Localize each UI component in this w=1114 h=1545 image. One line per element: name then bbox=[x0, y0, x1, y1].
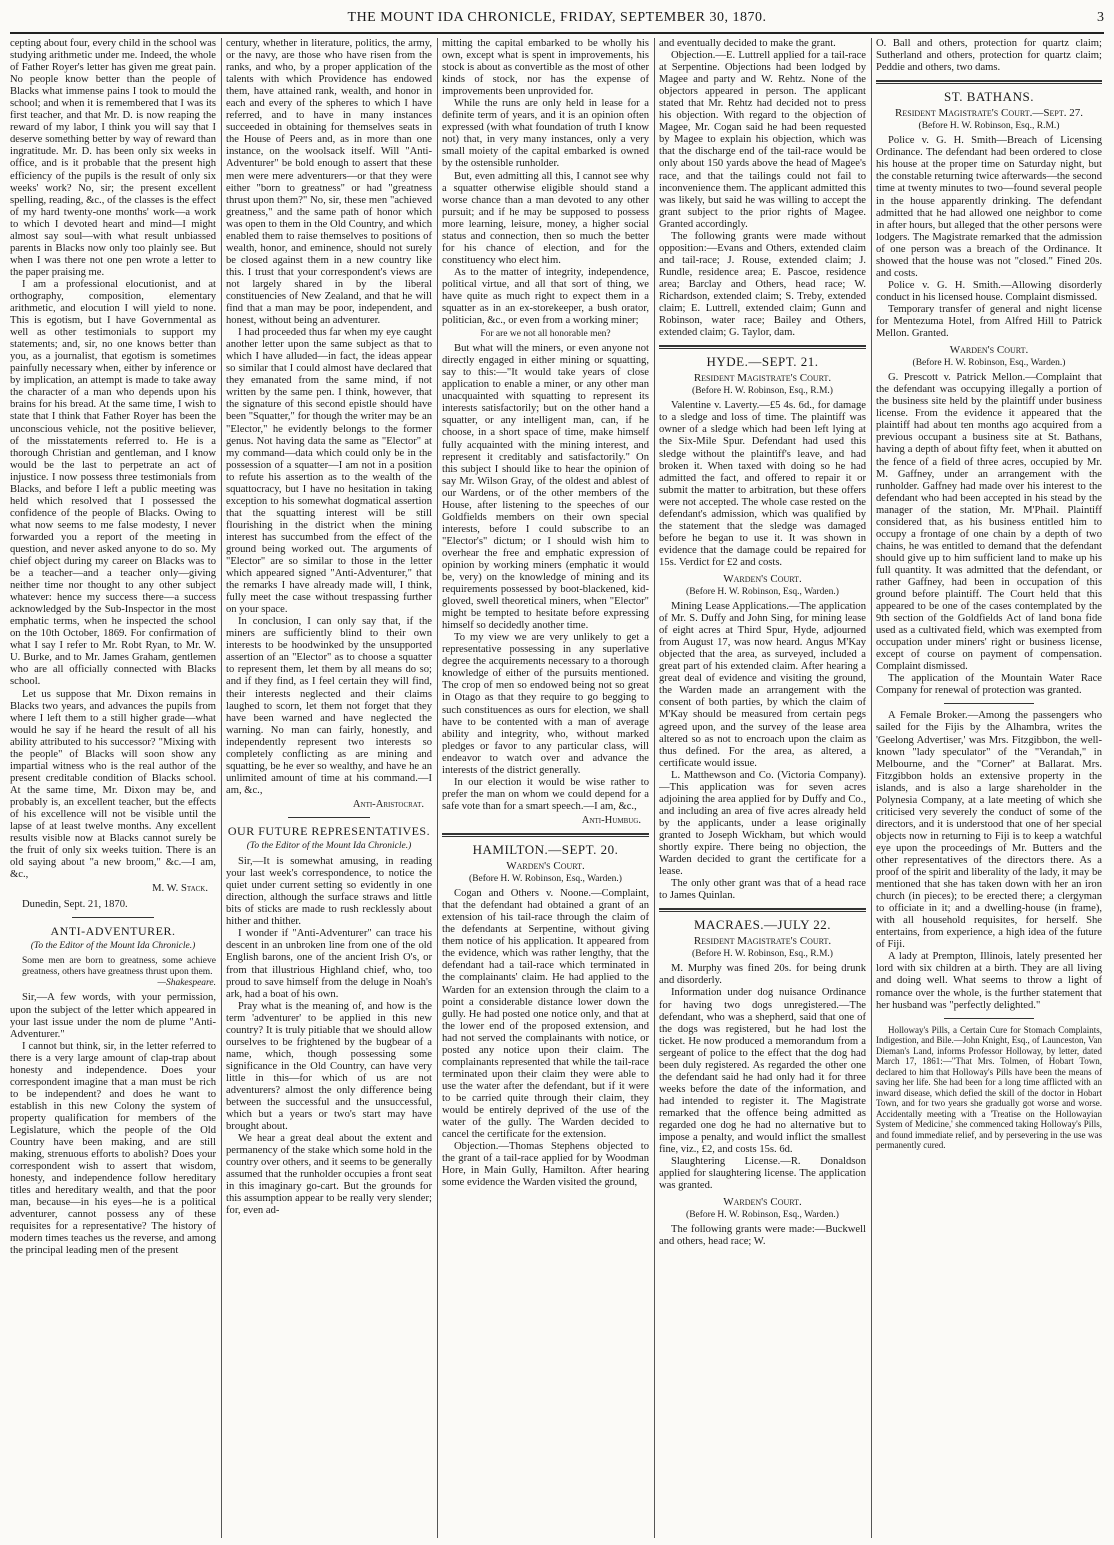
article-paragraph: mitting the capital embarked to be wholly his own, except what is spent in improvements, his stock is about as convertible as the most of other kinds of stock, nor has the expense of improvements been unprovided for. bbox=[442, 38, 649, 98]
epigraph: For are we not all honorable men? bbox=[480, 329, 611, 340]
divider bbox=[659, 908, 866, 912]
article-heading: ANTI-ADVENTURER. bbox=[50, 924, 176, 939]
court-heading: Warden's Court. bbox=[506, 860, 585, 873]
article-paragraph: L. Matthewson and Co. (Victoria Company).—This application was for seven acres adjoining the area applied for by Duffy and Co., and including an area of five acres already held by the applicants, under a lease originally granted to Joseph Wickham, but which would shortly expire. There being no objection, the Warden decided to grant the certificate for a lease. bbox=[659, 769, 866, 878]
article-paragraph: The application of the Mountain Water Race Company for renewal of protection was granted. bbox=[876, 673, 1102, 697]
article-paragraph: As to the matter of integrity, independence, political virtue, and all that sort of thing, we have quite as much right to expect them in a squatter as in an ex-storekeeper, a bush orator, politician, &c., or even from a working miner; bbox=[442, 266, 649, 327]
article-paragraph: M. Murphy was fined 20s. for being drunk and disorderly. bbox=[659, 963, 866, 987]
divider bbox=[288, 817, 370, 818]
article-subheading: (To the Editor of the Mount Ida Chronicle.) bbox=[30, 941, 196, 952]
article-heading: ST. BATHANS. bbox=[944, 89, 1034, 105]
divider bbox=[944, 1018, 1034, 1019]
article-paragraph: and eventually decided to make the grant. bbox=[659, 38, 836, 49]
article-paragraph: Police v. G. H. Smith.—Allowing disorderly conduct in his licensed house. Complaint dismissed. bbox=[876, 279, 1102, 303]
article-paragraph: G. Prescott v. Patrick Mellon.—Complaint that the defendant was occupying illegally a portion of the business site held by the plaintiff under business license. From the evidence it appeared that the plaintiff had about ten months ago acquired from a previous occupant a business site at St. Bathans, having a depth of about fifty feet, when it abutted on the fence of a field of three acres, occupied by Mr. M. Gaffney, under an arrangement with the runholder. Gaffney had made over his interest to the defendant who had been accepted in his stead by the manager of the station, Mr. M'Phail. Plaintiff considered that, as his business entitled him to occupy a frontage of one chain by a depth of two chains, he was entitled to demand that the defendant should give up to him sufficient land to make up his full quantity. It was admitted that the defendant, or rather Gaffney, had been in occupation of this ground before plaintiff. The Court held that this appeared to be one of the cases contemplated by the 9th section of the Goldfields Act of land bona fide used as a cultivated field, which was exempted from occupation under miners' right or business license, except of course on payment of compensation. Complaint dismissed. bbox=[876, 372, 1102, 673]
column-5 bbox=[876, 38, 1102, 1538]
article-paragraph: Sir,—A few words, with your permission, upon the subject of the letter which appeared in your last issue under the nom de plume "Anti-Adventurer." bbox=[10, 992, 216, 1040]
article-heading: HYDE.—SEPT. 21. bbox=[706, 354, 819, 370]
column-4 bbox=[659, 38, 866, 1538]
article-paragraph: Temporary transfer of general and night license for Mentezuma Hotel, from Alfred Hill to Patrick Mellon. Granted. bbox=[876, 303, 1102, 340]
article-paragraph: Valentine v. Laverty.—£5 4s. 6d., for damage to a sledge and loss of time. The plaintiff was owner of a sledge which had been left lying at the Six-Mile Spur. Defendant had used this sledge without the plaintiff's leave, and had broken it. When taxed with doing so he had admitted the fact, and offered to repair it or submit the matter to arbitration, but these offers were not accepted. The whole case rested on the defendant's admission, which was qualified by the statement that the sledge was damaged before he began to use it. It was shown in evidence that the damage could be repaired for 15s. Verdict for £2 and costs. bbox=[659, 400, 866, 568]
article-paragraph: A lady at Prempton, Illinois, lately presented her lord with six children at a birth. They are all living and doing well. What seems to throw a light of romance over the whole, is the further statement that her husband was "perfectly delighted." bbox=[876, 951, 1102, 1011]
dateline: Dunedin, Sept. 21, 1870. bbox=[22, 899, 128, 911]
column-rule bbox=[654, 38, 655, 1538]
article-paragraph: Objection.—Thomas Stephens objected to the grant of a tail-race applied for by Woodman Hore, in Main Gully, Hamilton. After hearing some evidence the Warden visited the ground, bbox=[442, 1141, 649, 1189]
epigraph-text: Some men are born to greatness, some achieve greatness, others have greatness thrust upon them. bbox=[22, 956, 216, 978]
column-2 bbox=[226, 38, 432, 1538]
divider bbox=[944, 703, 1034, 704]
article-paragraph: I cannot but think, sir, in the letter referred to there is a very large amount of clap-trap about honesty and independence. Does your correspondent imagine that a man must be rich to be independent? and does he want to establish in this new Colony the system of property qualification for members of the Legislature, which the people of the Old Country have been making, and are still making, strenuous efforts to abolish? Does your correspondent wish to assert that wisdom, honesty, and independence follow hereditary titles and hereditary wealth, and that the poor man, because—in his eyes—he is a political adventurer, cannot possess any of these requisites for a representative? The history of modern times teaches us the reverse, and among the principal leading men of the present bbox=[10, 1040, 216, 1257]
article-heading: OUR FUTURE REPRESENTATIVES. bbox=[227, 824, 431, 838]
page-number: 3 bbox=[1097, 10, 1104, 25]
epigraph-author: —Shakespeare. bbox=[157, 978, 216, 989]
divider bbox=[659, 345, 866, 349]
article-paragraph: Information under dog nuisance Ordinance for having two dogs unregistered.—The defendant, who was a shepherd, said that one of the dogs was registered, but he had lost the ticket. He now produced a memorandum from a sergeant of police to the effect that the dog had been duly registered. As regarded the other one the defendant said he had only had it for three weeks before the date of the information, and had intended to register it. The Magistrate remarked that the offence being admitted as regarded one dog he had no alternative but to impose a penalty, and would inflict the smallest fine, viz., £2, and costs 15s. 6d. bbox=[659, 987, 866, 1156]
court-heading: Warden's Court. bbox=[949, 344, 1029, 357]
article-paragraph: Cogan and Others v. Noone.—Complaint, that the defendant had obtained a grant of an extension of his tail-race through the claim of the defendants at Serpentine, without giving them notice of his application. It appeared from the evidence, which was rather lengthy, that the defendant had a tail-race which terminated in the complainants' claim. He had applied to the Warden for an extension through the claim to a point a considerable distance lower down the gully. He had posted one notice only, and that at the lower end of the proposed extension, and had not served the complainants with notice, or posted any notice upon their claim. The complainants represented that while the tail-race terminated upon their claim they were able to use the water after the defendant, but if it were to be carried quite through their claim, they would be entirely deprived of the use of the water of the gully. The Warden decided to cancel the certificate for the extension. bbox=[442, 888, 649, 1141]
advertisement: Holloway's Pills, a Certain Cure for Stomach Complaints, Indigestion, and Bile.—John Knight, Esq., of Launceston, Van Dieman's Land, informs Professor Holloway, by letter, dated March 17, 1861:—"That Mrs. Tolmen, of Hobart Town, declared to him that Holloway's Pills have been the means of saving her life. She had been for a long time afflicted with an inward disease, which defied the skill of the doctor in Hobart Town, and for two years she gradually got worse and worse. Accidentally meeting with a 'Treatise on the Hollowayian System of Medicine,' she commenced taking Holloway's Pills, and found immediate relief, and by persevering in the use was permanently cured. bbox=[876, 1024, 1102, 1151]
article-heading: HAMILTON.—SEPT. 20. bbox=[472, 842, 619, 857]
article-paragraph: But, even admitting all this, I cannot see why a squatter otherwise eligible should stand a worse chance than a man devoted to any other pursuit; and if he may be supposed to possess more learning, leisure, money, a higher social status and connection, then so much the better for his chance of election, and for the constituency who elect him. bbox=[442, 170, 649, 266]
article-heading: MACRAES.—JULY 22. bbox=[693, 917, 832, 933]
article-paragraph: O. Ball and others, protection for quartz claim; Sutherland and others, protection for quartz claim; Peddie and others, two dams. bbox=[876, 38, 1102, 74]
article-paragraph: While the runs are only held in lease for a definite term of years, and it is an opinion often expressed (with what foundation of truth I know not) that, in very many instances, only a very small moiety of the capital embarked is owned by the ostensible runholder. bbox=[442, 98, 649, 170]
article-paragraph: Slaughtering License.—R. Donaldson applied for slaughtering license. The application was granted. bbox=[659, 1156, 866, 1192]
divider bbox=[72, 917, 154, 918]
court-heading: Warden's Court. bbox=[723, 1196, 802, 1209]
court-before: (Before H. W. Robinson, Esq., Warden.) bbox=[686, 1210, 839, 1221]
court-heading: Warden's Court. bbox=[723, 572, 802, 585]
article-paragraph: Mining Lease Applications.—The application of Mr. S. Duffy and John Sing, for mining lease of eight acres at Third Spur, Hyde, adjourned from August 17, was now heard. Angus M'Kay objected that the area, as surveyed, included a great part of his extended claim. After hearing a great deal of evidence and visiting the ground, the Warden made an arrangement with the consent of both parties, by which the claim of M'Kay should be measured from certain pegs agreed upon, and the survey of the lease area altered so as not to encroach upon the claim as thus defined. For the area, as altered, a certificate would issue. bbox=[659, 601, 866, 769]
article-paragraph: I am a professional elocutionist, and at orthography, composition, elementary arithmetic, and elocution I will yield to none. This is egotism, but I have Governmental as well as other testimonials to support my statements; and, sir, no one knows better than you, as a journalist, that egotism is sometimes painfully necessary when, either by inference or by implication, an attempt is made to take away the character of a man who depends upon his brains for his bread. At the same time, I wish to state that I think that Father Royer has been the unconscious vehicle, not the positive believer, of the misstatements referred to. He is a thorough Christian and gentleman, and I know would be the last to perpetrate an act of injustice. I now possess three testimonials from Blacks, and before I left a public meeting was held which resolved that I possessed the confidence of the people of Blacks. Owing to what now seems to me false modesty, I never forwarded you a report of the meeting in question, and never asked anyone to do so. My chief object during my career on Blacks was to be a teacher—and a teacher only—giving neither time nor thought to any other subject whatever: hence my success there—a success acknowledged by the Sub-Inspector in the most emphatic terms, when he inspected the school on the 10th October, 1869. For confirmation of what I say I refer to Mr. Robt Ryan, to Mr. W. U. Burke, and to Mr. James Graham, gentlemen who are all officially connected with Blacks school. bbox=[10, 278, 216, 688]
column-rule bbox=[871, 38, 872, 1538]
court-heading: Resident Magistrate's Court.—Sept. 27. bbox=[895, 107, 1083, 120]
article-paragraph: Let us suppose that Mr. Dixon remains in Blacks two years, and advances the pupils from where I left them to a still higher grade—what would he say if he heard the result of all his ability attributed to his successor? "Mixing with the people" of Blacks will soon show any impartial witness who is the real author of the present creditable condition of Blacks school. At the same time, Mr. Dixon may be, and probably is, an excellent teacher, but the effects of his excellence will not be visible until the lapse of at least twelve months. Any excellent results visible now at Blacks cannot surely be the fruit of only six weeks tuition. There is an old saying about "a new broom," &c.—I am, &c., bbox=[10, 688, 216, 881]
article-paragraph: century, whether in literature, politics, the army, or the navy, are those who have risen from the ranks, and who, by a proper application of the talents with which Providence has endowed them, have attained rank, wealth, and honor in each and every of the spheres to which I have referred, and to have in many instances succeeded in obtaining for themselves seats in the House of Peers and, as in more than one instance, on the woolsack itself. Will "Anti-Adventurer" be bold enough to assert that these men were mere adventurers—or that they were either "born to greatness" or had "greatness thrust upon them?" No, sir, these men "achieved greatness," and the same path of honor which was open to them in the Old Country, and which enabled them to raise themselves to positions of wealth, honor, and eminence, should not surely be closed against them in a new country like this. I trust that your correspondent's views are not largely shared in by the liberal constituencies of New Zealand, and that he will find that a man may be poor, independent, and honest, without being an adventurer. bbox=[226, 38, 432, 327]
court-before: (Before H. W. Robinson, Esq., Warden.) bbox=[686, 587, 839, 598]
column-3 bbox=[442, 38, 649, 1538]
article-paragraph: Police v. G. H. Smith—Breach of Licensing Ordinance. The defendant had been ordered to close his house at the proper time on Saturday night, but the constable returning twice afterwards—the second time at twenty minutes to two—found several people in the house apparently drinking. The defendant admitted that he had allowed one neighbor to come in after hours, but alleged that the other persons were lodgers. The Magistrate remarked that the admission of one person was a breach of the Ordinance. It showed that the house was not "closed." Fined 20s. and costs. bbox=[876, 135, 1102, 279]
article-paragraph: A Female Broker.—Among the passengers who sailed for the Fijis by the Alhambra, writes the 'Geelong Advertiser,' was Mrs. Fitzgibbon, the well-known "lady speculator" of the "Verandah," in Melbourne, and the "Corner" at Ballarat. Mrs. Fitzgibbon holds an extensive property in the islands, and is also a large shareholder in the Polynesia Company, at a late meeting of which she criticised very severely the conduct of some of the directors, and it is understood that one of her special objects now in returning to Fiji is to keep a watchful eye upon the proceedings of Mr. Butters and the other representatives of the directors there. As a proof of the spirit and liberality of the lady, it may be mentioned that she has taken down with her an iron church (in pieces); to be erected there; a clergyman to officiate in it; and a dwelling-house (in frame), with all household requisites, for herself. She entertains, from experience, a high idea of the future of Fiji. bbox=[876, 710, 1102, 951]
court-before: (Before H. W. Robinson, Esq., Warden.) bbox=[912, 358, 1066, 369]
divider bbox=[442, 833, 649, 837]
column-rule bbox=[221, 38, 222, 1538]
signature: M. W. Stack. bbox=[152, 883, 208, 895]
masthead bbox=[10, 6, 1104, 34]
article-paragraph: In conclusion, I can only say that, if the miners are sufficiently blind to their own interests to be hoodwinked by the unsupported assertion of an "Elector" as to choose a squatter to represent them, let them by all means do so; and if they find, as I feel certain they will find, their interests neglected and their claims laughed to scorn, let them not forget that they have been warned and have neglected the warning. No man can fairly, honestly, and independently represent two interests so completely conflicting as are mining and squatting, be he ever so wealthy, and have he an unlimited amount of time at his command.—I am, &c., bbox=[226, 616, 432, 796]
article-paragraph: I had proceeded thus far when my eye caught another letter upon the same subject as that to which I have alluded—in fact, the ideas appear so similar that I could almost have declared that they emanated from the same mind, if not written by the same pen. I think, however, that the signature of this second epistle should have been "Squatter," for though the writer may be an "Elector," he evidently belongs to the former genus. Not having data the same as "Elector" at my command—data which could only be in the possession of a squatter—I am not in a position to refute his assertion as to the wealth of the squattocracy, but I have no hesitation in taking exception to his somewhat dogmatical assertion that the squatting interest will be still flourishing in the district when the mining interest has succumbed from the effect of the ground being worked out. The arguments of "Elector" are so similar to those in the letter which appeared signed "Anti-Adventurer," that the remarks I have already made will, I think, fully meet the case without trespassing further on your space. bbox=[226, 327, 432, 616]
article-paragraph: cepting about four, every child in the school was studying arithmetic under me. Indeed, the whole of Father Royer's letter has given me great pain. No people know better than the people of Blacks what immense pains I took to mould the school; and when it is remembered that I was its first teacher, and that Mr. D. is now reaping the reward of my labor, I think you will say that I deserve something better by way of reward than ingratitude. Mr. D. has been only six weeks in office, and is it probable that the present high efficiency of the pupils is the result of only six weeks' work? No, sir; the present excellent spelling, reading, &c., of the classes is the effect of my hard twenty-one months' work—a work to which I devoted heart and mind—I might almost say soul—with what result unbiassed parents in Blacks now only too plainly see. But when I was there not one pen wrote a letter to the paper praising me. bbox=[10, 38, 216, 278]
article-paragraph: The following grants were made without opposition:—Evans and Others, extended claim and tail-race; J. Rouse, extended claim; J. Rundle, residence area; E. Pascoe, residence area; Barclay and Others, head race; W. Richardson, extended claim; S. Treby, extended claim; E. Luttrell, extended claim; Gunn and Robinson, water race; Bailey and Others, extended claim; G. Taylor, dam. bbox=[659, 230, 866, 339]
court-before: (Before H. W. Robinson, Esq., R.M.) bbox=[692, 386, 833, 397]
article-subheading: (To the Editor of the Mount Ida Chronicle.) bbox=[246, 841, 412, 852]
article-paragraph: Pray what is the meaning of, and how is the term 'adventurer' to be applied in this new country? It is truly pitiable that we should allow ourselves to be frightened by the bugbear of a name, which, though possessing some significance in the Old Country, can have very little in this—for which of us are not adventurers? almost the only difference being between the successful and the unsuccessful, which but a years or two's start may have brought about. bbox=[226, 1000, 432, 1133]
court-before: (Before H. W. Robinson, Esq., Warden.) bbox=[469, 874, 622, 885]
epigraph bbox=[22, 956, 216, 989]
article-paragraph: I wonder if "Anti-Adventurer" can trace his descent in an unbroken line from one of the old English barons, one of the ancient Irish O's, or from that illustrious Highland chief, who, too proud to save himself from the deluge in Noah's ark, had a boat of his own. bbox=[226, 928, 432, 1000]
article-paragraph: To my view we are very unlikely to get a representative possessing in any superlative degree the acquirements necessary to a thorough knowledge of either of the pursuits mentioned. The crop of men so endowed being not so great in Otago as that they require to go begging to such constituences as ours for election, we shall have to be contented with a man of average ability and integrity, who, without marked pledges or favor to any particular class, will endeavor to watch over and advance the interests of the district generally. bbox=[442, 632, 649, 776]
article-paragraph: In our election it would be wise rather to prefer the man on whom we could depend for a safe vote than for a smart speech.—I am, &c., bbox=[442, 776, 649, 812]
divider bbox=[876, 80, 1102, 84]
masthead-title: THE MOUNT IDA CHRONICLE, FRIDAY, SEPTEMBER 30, 1870. bbox=[347, 10, 767, 25]
signature: Anti-Humbug. bbox=[581, 814, 641, 826]
article-paragraph: The only other grant was that of a head race to James Quinlan. bbox=[659, 878, 866, 902]
column-1 bbox=[10, 38, 216, 1538]
court-heading: Resident Magistrate's Court. bbox=[693, 372, 832, 385]
article-paragraph: The following grants were made:—Buckwell and others, head race; W. bbox=[659, 1224, 866, 1248]
court-heading: Resident Magistrate's Court. bbox=[693, 935, 832, 948]
article-paragraph: Objection.—E. Luttrell applied for a tail-race at Serpentine. Objections had been lodged by Magee and party and W. Rehtz. None of the objectors appeared in person. The applicant stated that Mr. Rehtz had decided not to press his objection. With regard to the objection of Magee, Mr. Cogan said he had been requested by Magee to explain his objection, which was that the discharge end of the tail-race would be only about 150 yards above the head of Magee's race, and that the tailings could not fail to inconvenience them. The applicant admitted this was likely, but said he was willing to accept the grant subject to the prior rights of Magee. Granted accordingly. bbox=[659, 50, 866, 230]
signature: Anti-Aristocrat. bbox=[352, 798, 424, 810]
article-paragraph: Sir,—It is somewhat amusing, in reading your last week's correspondence, to notice the quiet under current setting so evidently in one direction, although the surface straws and little bits of sticks are made to rush recklessly about hither and thither. bbox=[226, 856, 432, 928]
article-paragraph: But what will the miners, or even anyone not directly engaged in either mining or squatting, say to this:—"It would take years of close application to enable a miner, or any other man unacquainted with squatting to represent its interests satisfactorily; but on the other hand a squatter, or any intelligent man, can, if he choose, in a short space of time, make himself fully acquainted with the mining interest, and represent it creditably and satisfactorily." On this subject I should like to hear the opinion of say Mr. Wilson Gray, of the oldest and ablest of our Wardens, or of the other members of the House, after listening to the speeches of our Goldfields members on their own special interests, before I could subscribe to an "Elector's" dictum; or I should wish him to overhear the free and emphatic expression of opinion by working miners (emphatic it would be, very) on the knowledge of mining and its requirements possessed by boot-blackened, kid-gloved, swell theoretical miners, when "Elector" might be tempted to hesitate before expressing himself so decidedly another time. bbox=[442, 343, 649, 632]
article-paragraph: We hear a great deal about the extent and permanency of the stake which some hold in the country over others, and it seems to be generally assumed that the runholder occupies a front seat in this imaginary go-cart. But the grounds for this assumption appear to be really very slender; for, even ad- bbox=[226, 1133, 432, 1217]
court-before: (Before H. W. Robinson, Esq., R.M.) bbox=[692, 949, 833, 960]
court-before: (Before H. W. Robinson, Esq., R.M.) bbox=[918, 121, 1060, 132]
column-rule bbox=[437, 38, 438, 1538]
